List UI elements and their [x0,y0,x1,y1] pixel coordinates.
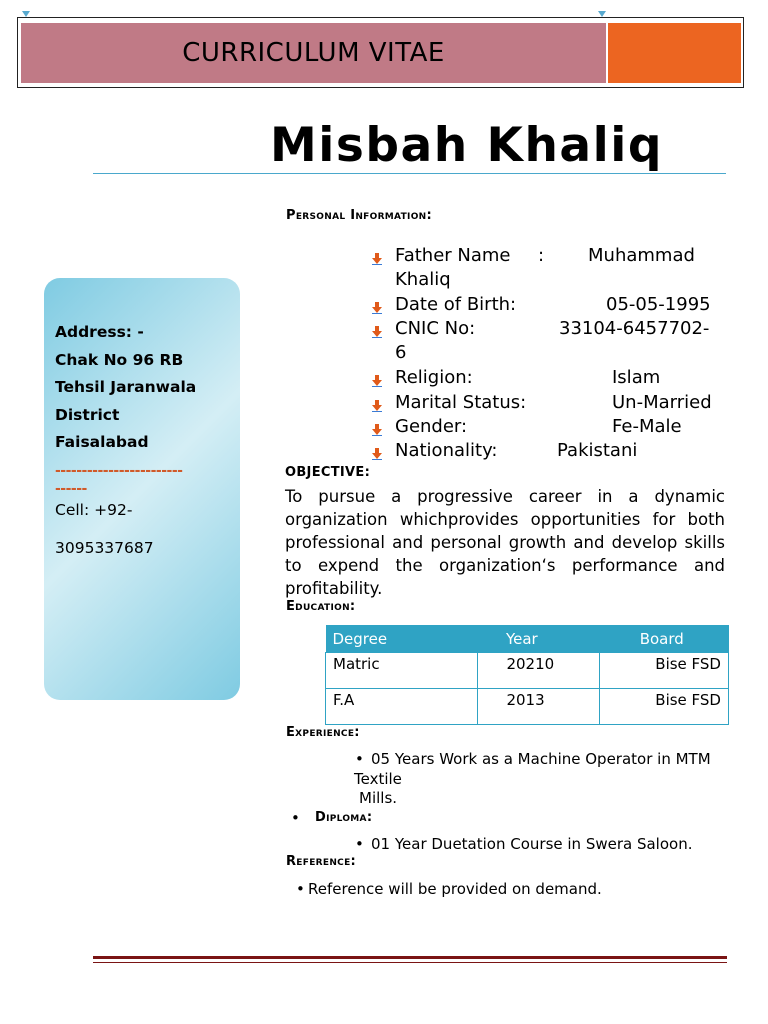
address-label: Address: - [55,323,144,341]
address-line-3: District [55,406,120,424]
name-divider [93,173,726,174]
religion-label: Religion: [395,367,473,388]
cnic-value-2: 6 [395,342,407,363]
arrow-bullet-icon [372,448,382,460]
diploma-heading: Diploma: [315,810,373,825]
personal-info-heading: Personal Information: [286,208,432,223]
corner-mark-left [22,11,30,17]
arrow-bullet-icon [372,326,382,338]
father-name-label: Father Name [395,245,511,266]
arrow-bullet-icon [372,302,382,314]
cnic-label: CNIC No: [395,318,476,339]
footer-rule-thick [93,956,727,959]
nationality-label: Nationality: [395,440,498,461]
arrow-bullet-icon [372,424,382,436]
card-divider-dashes-2: ------ [55,481,87,497]
marital-status-value: Un-Married [612,392,712,413]
table-row [326,689,729,725]
table-cell: Matric [326,653,478,689]
arrow-bullet-icon [372,375,382,387]
gender-value: Fe-Male [612,416,682,437]
table-cell: 20210 [478,653,600,689]
father-name-value-2: Khaliq [395,269,451,290]
father-name-value-1: Muhammad [588,245,695,266]
experience-item-line-2: Textile [354,770,402,788]
experience-item-line-3: Mills. [359,789,398,807]
table-cell: F.A [326,689,478,725]
table-cell: 2013 [478,689,600,725]
religion-value: Islam [612,367,661,388]
arrow-bullet-icon [372,253,382,265]
header-accent-block [608,23,741,83]
education-table-header [326,625,729,653]
footer-rule-thin [93,962,727,963]
column-header-year: Year [478,625,600,653]
nationality-value: Pakistani [557,440,638,461]
address-line-1: Chak No 96 RB [55,351,184,369]
dob-label: Date of Birth: [395,294,517,315]
cell-number: 3095337687 [55,539,154,557]
cnic-value-1: 33104-6457702- [559,318,710,339]
address-line-4: Faisalabad [55,433,149,451]
reference-bullet: • [296,880,305,898]
corner-mark-right [598,11,606,17]
candidate-name: Misbah Khaliq [270,118,663,173]
table-cell: Bise FSD [600,653,729,689]
father-name-separator: : [538,245,545,266]
arrow-bullet-icon [372,400,382,412]
reference-heading: Reference: [286,854,357,869]
objective-heading: OBJECTIVE: [285,465,371,480]
experience-item-line-1: 05 Years Work as a Machine Operator in MTM [371,750,711,768]
experience-bullet: • [355,750,364,768]
table-row [326,653,729,689]
address-line-2: Tehsil Jaranwala [55,378,197,396]
diploma-item: 01 Year Duetation Course in Swera Saloon. [371,835,693,853]
column-header-board: Board [600,625,729,653]
education-table [325,625,729,725]
marital-status-label: Marital Status: [395,392,527,413]
diploma-item-bullet: • [355,835,364,853]
education-heading: Education: [286,599,356,614]
reference-item: Reference will be provided on demand. [308,880,602,898]
column-header-degree: Degree [326,625,478,653]
card-divider-dashes-1: ------------------------ [55,463,183,479]
header-title: CURRICULUM VITAE [182,38,445,68]
gender-label: Gender: [395,416,468,437]
dob-value: 05-05-1995 [606,294,711,315]
experience-heading: Experience: [286,725,360,740]
cell-label: Cell: +92- [55,501,133,519]
objective-text: To pursue a progressive career in a dynamic organization whichprovides opportunities for both professional and personal growth and develop skills to expend the organization‘s performance and profitability. [285,487,725,598]
diploma-bullet: • [291,809,300,827]
table-cell: Bise FSD [600,689,729,725]
